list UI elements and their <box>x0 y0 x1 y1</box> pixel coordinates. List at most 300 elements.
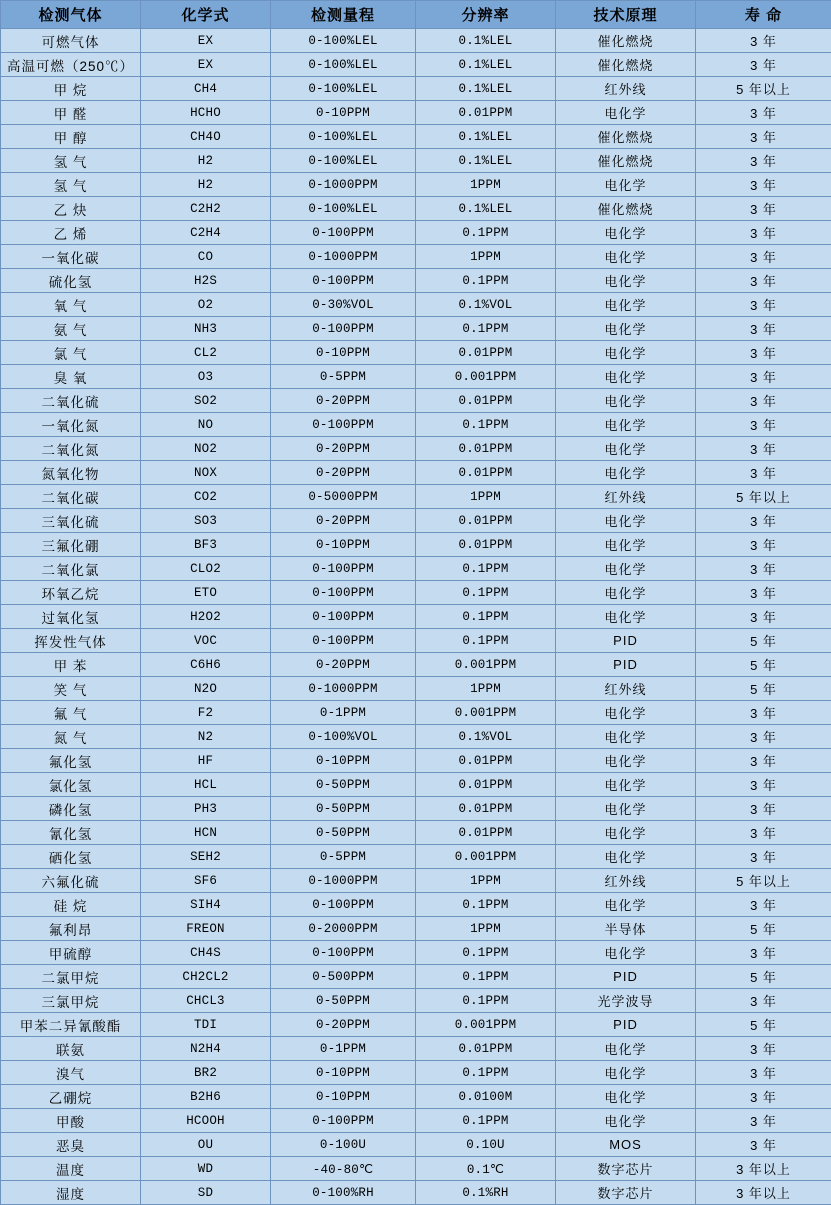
cell-resolution: 0.01PPM <box>416 101 556 125</box>
cell-lifespan: 3 年 <box>696 1109 831 1133</box>
cell-gas-name: 可燃气体 <box>1 29 141 53</box>
cell-chemical-formula: HCOOH <box>141 1109 271 1133</box>
cell-lifespan: 3 年 <box>696 437 831 461</box>
cell-technology: 电化学 <box>556 101 696 125</box>
cell-technology: 电化学 <box>556 461 696 485</box>
cell-chemical-formula: FREON <box>141 917 271 941</box>
cell-measuring-range: 0-100%LEL <box>271 29 416 53</box>
cell-measuring-range: 0-10PPM <box>271 341 416 365</box>
cell-chemical-formula: EX <box>141 53 271 77</box>
cell-gas-name: 二氧化碳 <box>1 485 141 509</box>
cell-gas-name: 乙硼烷 <box>1 1085 141 1109</box>
cell-lifespan: 3 年 <box>696 245 831 269</box>
cell-resolution: 0.1PPM <box>416 629 556 653</box>
cell-lifespan: 3 年 <box>696 173 831 197</box>
cell-gas-name: 一氧化氮 <box>1 413 141 437</box>
cell-technology: 催化燃烧 <box>556 197 696 221</box>
cell-chemical-formula: O2 <box>141 293 271 317</box>
cell-gas-name: 三氟化硼 <box>1 533 141 557</box>
cell-lifespan: 5 年以上 <box>696 869 831 893</box>
cell-resolution: 0.1PPM <box>416 1061 556 1085</box>
table-row <box>1 725 831 749</box>
cell-chemical-formula: HCL <box>141 773 271 797</box>
cell-measuring-range: 0-10PPM <box>271 749 416 773</box>
cell-lifespan: 3 年 <box>696 53 831 77</box>
cell-measuring-range: 0-100PPM <box>271 221 416 245</box>
cell-lifespan: 3 年 <box>696 749 831 773</box>
cell-technology: 电化学 <box>556 365 696 389</box>
cell-lifespan: 3 年 <box>696 557 831 581</box>
cell-lifespan: 5 年以上 <box>696 485 831 509</box>
cell-technology: 催化燃烧 <box>556 149 696 173</box>
cell-lifespan: 3 年 <box>696 1061 831 1085</box>
cell-measuring-range: 0-50PPM <box>271 773 416 797</box>
cell-measuring-range: 0-50PPM <box>271 797 416 821</box>
cell-lifespan: 3 年 <box>696 1085 831 1109</box>
cell-gas-name: 氟化氢 <box>1 749 141 773</box>
cell-lifespan: 3 年 <box>696 413 831 437</box>
cell-measuring-range: -40-80℃ <box>271 1157 416 1181</box>
cell-measuring-range: 0-20PPM <box>271 509 416 533</box>
cell-resolution: 1PPM <box>416 173 556 197</box>
table-row <box>1 605 831 629</box>
cell-gas-name: 氮 气 <box>1 725 141 749</box>
cell-resolution: 0.001PPM <box>416 1013 556 1037</box>
cell-technology: 电化学 <box>556 725 696 749</box>
cell-technology: 电化学 <box>556 173 696 197</box>
cell-resolution: 0.1%LEL <box>416 125 556 149</box>
cell-lifespan: 3 年 <box>696 701 831 725</box>
cell-lifespan: 3 年 <box>696 773 831 797</box>
cell-chemical-formula: SF6 <box>141 869 271 893</box>
cell-lifespan: 3 年 <box>696 149 831 173</box>
table-row <box>1 149 831 173</box>
cell-gas-name: 甲酸 <box>1 1109 141 1133</box>
table-row <box>1 533 831 557</box>
table-row <box>1 1061 831 1085</box>
cell-gas-name: 硫化氢 <box>1 269 141 293</box>
table-row <box>1 125 831 149</box>
table-row <box>1 749 831 773</box>
table-row <box>1 269 831 293</box>
cell-technology: 电化学 <box>556 437 696 461</box>
table-row <box>1 677 831 701</box>
cell-technology: 电化学 <box>556 341 696 365</box>
table-row <box>1 509 831 533</box>
cell-chemical-formula: N2O <box>141 677 271 701</box>
cell-lifespan: 3 年 <box>696 845 831 869</box>
cell-technology: 电化学 <box>556 581 696 605</box>
cell-technology: 电化学 <box>556 413 696 437</box>
cell-technology: 光学波导 <box>556 989 696 1013</box>
cell-technology: PID <box>556 965 696 989</box>
table-row <box>1 437 831 461</box>
cell-measuring-range: 0-100PPM <box>271 1109 416 1133</box>
cell-gas-name: 过氧化氢 <box>1 605 141 629</box>
cell-measuring-range: 0-10PPM <box>271 1061 416 1085</box>
table-row <box>1 941 831 965</box>
cell-resolution: 0.1PPM <box>416 989 556 1013</box>
cell-gas-name: 臭 氧 <box>1 365 141 389</box>
cell-lifespan: 3 年 <box>696 221 831 245</box>
cell-chemical-formula: NO <box>141 413 271 437</box>
cell-gas-name: 氰化氢 <box>1 821 141 845</box>
cell-technology: 电化学 <box>556 389 696 413</box>
table-row <box>1 1181 831 1205</box>
cell-gas-name: 乙 烯 <box>1 221 141 245</box>
table-row <box>1 293 831 317</box>
cell-measuring-range: 0-100%LEL <box>271 197 416 221</box>
cell-measuring-range: 0-100U <box>271 1133 416 1157</box>
cell-lifespan: 3 年 <box>696 605 831 629</box>
cell-measuring-range: 0-100PPM <box>271 581 416 605</box>
cell-resolution: 0.1PPM <box>416 581 556 605</box>
cell-technology: 电化学 <box>556 509 696 533</box>
cell-resolution: 0.001PPM <box>416 365 556 389</box>
cell-gas-name: 氮氧化物 <box>1 461 141 485</box>
table-row <box>1 1085 831 1109</box>
cell-chemical-formula: PH3 <box>141 797 271 821</box>
cell-technology: 数字芯片 <box>556 1181 696 1205</box>
cell-measuring-range: 0-100%LEL <box>271 125 416 149</box>
table-row <box>1 365 831 389</box>
cell-resolution: 0.1%LEL <box>416 29 556 53</box>
cell-chemical-formula: CHCL3 <box>141 989 271 1013</box>
cell-gas-name: 一氧化碳 <box>1 245 141 269</box>
cell-gas-name: 氢 气 <box>1 173 141 197</box>
cell-lifespan: 3 年 <box>696 797 831 821</box>
table-row <box>1 1157 831 1181</box>
cell-resolution: 0.01PPM <box>416 437 556 461</box>
cell-technology: 催化燃烧 <box>556 125 696 149</box>
cell-chemical-formula: CH2CL2 <box>141 965 271 989</box>
cell-measuring-range: 0-100PPM <box>271 317 416 341</box>
cell-resolution: 0.01PPM <box>416 1037 556 1061</box>
cell-gas-name: 氢 气 <box>1 149 141 173</box>
cell-lifespan: 5 年 <box>696 629 831 653</box>
cell-technology: 电化学 <box>556 749 696 773</box>
cell-technology: 电化学 <box>556 941 696 965</box>
table-row <box>1 221 831 245</box>
cell-resolution: 0.1PPM <box>416 557 556 581</box>
cell-lifespan: 3 年 <box>696 581 831 605</box>
cell-lifespan: 3 年 <box>696 941 831 965</box>
cell-gas-name: 乙 炔 <box>1 197 141 221</box>
table-row <box>1 629 831 653</box>
table-row <box>1 1133 831 1157</box>
cell-measuring-range: 0-10PPM <box>271 533 416 557</box>
table-row <box>1 341 831 365</box>
cell-chemical-formula: HCN <box>141 821 271 845</box>
cell-gas-name: 笑 气 <box>1 677 141 701</box>
cell-technology: 电化学 <box>556 893 696 917</box>
table-row <box>1 989 831 1013</box>
cell-chemical-formula: C2H4 <box>141 221 271 245</box>
cell-lifespan: 3 年 <box>696 989 831 1013</box>
cell-technology: MOS <box>556 1133 696 1157</box>
cell-chemical-formula: NOX <box>141 461 271 485</box>
cell-technology: 红外线 <box>556 677 696 701</box>
cell-measuring-range: 0-100PPM <box>271 605 416 629</box>
cell-technology: 电化学 <box>556 221 696 245</box>
cell-resolution: 0.1PPM <box>416 1109 556 1133</box>
cell-lifespan: 3 年 <box>696 269 831 293</box>
cell-lifespan: 3 年 <box>696 893 831 917</box>
cell-chemical-formula: VOC <box>141 629 271 653</box>
cell-chemical-formula: SD <box>141 1181 271 1205</box>
cell-lifespan: 3 年 <box>696 125 831 149</box>
cell-gas-name: 氟利昂 <box>1 917 141 941</box>
table-row <box>1 1013 831 1037</box>
header-row <box>1 1 831 29</box>
cell-measuring-range: 0-20PPM <box>271 389 416 413</box>
table-row <box>1 773 831 797</box>
cell-lifespan: 3 年 <box>696 29 831 53</box>
cell-lifespan: 3 年 <box>696 365 831 389</box>
table-row <box>1 173 831 197</box>
cell-resolution: 0.01PPM <box>416 821 556 845</box>
header-gas-name: 检测气体 <box>1 1 141 29</box>
table-row <box>1 389 831 413</box>
cell-chemical-formula: C2H2 <box>141 197 271 221</box>
table-row <box>1 557 831 581</box>
cell-measuring-range: 0-20PPM <box>271 653 416 677</box>
cell-gas-name: 环氧乙烷 <box>1 581 141 605</box>
cell-chemical-formula: N2H4 <box>141 1037 271 1061</box>
cell-gas-name: 甲 醛 <box>1 101 141 125</box>
cell-lifespan: 3 年以上 <box>696 1181 831 1205</box>
cell-gas-name: 温度 <box>1 1157 141 1181</box>
cell-lifespan: 5 年 <box>696 965 831 989</box>
cell-lifespan: 3 年 <box>696 1133 831 1157</box>
cell-resolution: 0.1%VOL <box>416 725 556 749</box>
cell-lifespan: 3 年 <box>696 461 831 485</box>
cell-chemical-formula: EX <box>141 29 271 53</box>
cell-chemical-formula: CLO2 <box>141 557 271 581</box>
cell-measuring-range: 0-500PPM <box>271 965 416 989</box>
cell-lifespan: 3 年 <box>696 293 831 317</box>
table-row <box>1 53 831 77</box>
cell-gas-name: 氯化氢 <box>1 773 141 797</box>
table-row <box>1 485 831 509</box>
cell-lifespan: 3 年 <box>696 509 831 533</box>
cell-measuring-range: 0-50PPM <box>271 989 416 1013</box>
table-row <box>1 245 831 269</box>
header-resolution: 分辨率 <box>416 1 556 29</box>
cell-chemical-formula: H2S <box>141 269 271 293</box>
cell-resolution: 0.01PPM <box>416 749 556 773</box>
cell-lifespan: 3 年 <box>696 341 831 365</box>
cell-resolution: 0.10U <box>416 1133 556 1157</box>
cell-resolution: 1PPM <box>416 869 556 893</box>
cell-gas-name: 联氨 <box>1 1037 141 1061</box>
cell-gas-name: 挥发性气体 <box>1 629 141 653</box>
cell-chemical-formula: ETO <box>141 581 271 605</box>
cell-measuring-range: 0-2000PPM <box>271 917 416 941</box>
cell-resolution: 1PPM <box>416 677 556 701</box>
cell-gas-name: 甲 烷 <box>1 77 141 101</box>
cell-chemical-formula: O3 <box>141 365 271 389</box>
cell-chemical-formula: TDI <box>141 1013 271 1037</box>
cell-chemical-formula: H2O2 <box>141 605 271 629</box>
cell-technology: 电化学 <box>556 317 696 341</box>
table-row <box>1 1037 831 1061</box>
cell-gas-name: 氧 气 <box>1 293 141 317</box>
cell-lifespan: 3 年 <box>696 533 831 557</box>
cell-chemical-formula: WD <box>141 1157 271 1181</box>
cell-lifespan: 5 年 <box>696 917 831 941</box>
cell-measuring-range: 0-20PPM <box>271 437 416 461</box>
cell-gas-name: 高温可燃（250℃） <box>1 53 141 77</box>
cell-gas-name: 磷化氢 <box>1 797 141 821</box>
cell-chemical-formula: HF <box>141 749 271 773</box>
cell-lifespan: 3 年 <box>696 821 831 845</box>
cell-technology: 电化学 <box>556 533 696 557</box>
cell-technology: 电化学 <box>556 821 696 845</box>
table-row <box>1 413 831 437</box>
cell-gas-name: 二氧化氯 <box>1 557 141 581</box>
cell-resolution: 0.01PPM <box>416 773 556 797</box>
cell-gas-name: 氟 气 <box>1 701 141 725</box>
cell-measuring-range: 0-20PPM <box>271 1013 416 1037</box>
cell-technology: 电化学 <box>556 293 696 317</box>
cell-measuring-range: 0-10PPM <box>271 1085 416 1109</box>
cell-lifespan: 5 年以上 <box>696 77 831 101</box>
cell-chemical-formula: H2 <box>141 173 271 197</box>
table-row <box>1 869 831 893</box>
cell-gas-name: 三氯甲烷 <box>1 989 141 1013</box>
cell-measuring-range: 0-100%LEL <box>271 149 416 173</box>
cell-technology: PID <box>556 653 696 677</box>
cell-lifespan: 5 年 <box>696 653 831 677</box>
cell-resolution: 0.1%LEL <box>416 53 556 77</box>
cell-chemical-formula: CH4O <box>141 125 271 149</box>
cell-gas-name: 六氟化硫 <box>1 869 141 893</box>
cell-gas-name: 二氯甲烷 <box>1 965 141 989</box>
cell-resolution: 0.1PPM <box>416 965 556 989</box>
cell-technology: 电化学 <box>556 557 696 581</box>
cell-gas-name: 硒化氢 <box>1 845 141 869</box>
cell-measuring-range: 0-100%RH <box>271 1181 416 1205</box>
cell-chemical-formula: HCHO <box>141 101 271 125</box>
cell-measuring-range: 0-100PPM <box>271 629 416 653</box>
cell-measuring-range: 0-1PPM <box>271 1037 416 1061</box>
cell-measuring-range: 0-1000PPM <box>271 677 416 701</box>
cell-measuring-range: 0-5PPM <box>271 365 416 389</box>
table-row <box>1 197 831 221</box>
cell-chemical-formula: BF3 <box>141 533 271 557</box>
cell-technology: 电化学 <box>556 245 696 269</box>
cell-resolution: 0.01PPM <box>416 341 556 365</box>
cell-chemical-formula: NH3 <box>141 317 271 341</box>
cell-measuring-range: 0-100%LEL <box>271 53 416 77</box>
table-row <box>1 581 831 605</box>
header-measuring-range: 检测量程 <box>271 1 416 29</box>
cell-chemical-formula: B2H6 <box>141 1085 271 1109</box>
cell-lifespan: 3 年 <box>696 1037 831 1061</box>
cell-resolution: 0.1PPM <box>416 941 556 965</box>
cell-gas-name: 二氧化氮 <box>1 437 141 461</box>
cell-technology: PID <box>556 1013 696 1037</box>
cell-lifespan: 3 年 <box>696 197 831 221</box>
cell-resolution: 0.1PPM <box>416 317 556 341</box>
cell-lifespan: 3 年 <box>696 101 831 125</box>
cell-resolution: 0.01PPM <box>416 797 556 821</box>
cell-technology: 电化学 <box>556 1037 696 1061</box>
cell-measuring-range: 0-5000PPM <box>271 485 416 509</box>
cell-technology: 数字芯片 <box>556 1157 696 1181</box>
cell-resolution: 0.1%RH <box>416 1181 556 1205</box>
cell-technology: 电化学 <box>556 269 696 293</box>
table-row <box>1 29 831 53</box>
cell-measuring-range: 0-100PPM <box>271 269 416 293</box>
table-row <box>1 797 831 821</box>
cell-chemical-formula: BR2 <box>141 1061 271 1085</box>
cell-resolution: 0.0100M <box>416 1085 556 1109</box>
cell-resolution: 0.1%LEL <box>416 77 556 101</box>
table-row <box>1 893 831 917</box>
table-header <box>1 1 831 29</box>
cell-technology: 电化学 <box>556 1085 696 1109</box>
cell-resolution: 0.1℃ <box>416 1157 556 1181</box>
cell-technology: 电化学 <box>556 845 696 869</box>
table-body <box>1 29 831 1205</box>
cell-resolution: 0.001PPM <box>416 845 556 869</box>
cell-resolution: 0.01PPM <box>416 389 556 413</box>
cell-chemical-formula: N2 <box>141 725 271 749</box>
header-lifespan: 寿 命 <box>696 1 831 29</box>
cell-measuring-range: 0-1PPM <box>271 701 416 725</box>
cell-technology: 电化学 <box>556 1109 696 1133</box>
cell-lifespan: 5 年 <box>696 1013 831 1037</box>
cell-resolution: 0.01PPM <box>416 509 556 533</box>
cell-resolution: 0.1%LEL <box>416 197 556 221</box>
cell-resolution: 0.1%VOL <box>416 293 556 317</box>
cell-measuring-range: 0-5PPM <box>271 845 416 869</box>
table-row <box>1 317 831 341</box>
cell-resolution: 0.01PPM <box>416 461 556 485</box>
cell-chemical-formula: CL2 <box>141 341 271 365</box>
cell-resolution: 1PPM <box>416 485 556 509</box>
cell-measuring-range: 0-20PPM <box>271 461 416 485</box>
cell-technology: 电化学 <box>556 773 696 797</box>
cell-chemical-formula: SO3 <box>141 509 271 533</box>
cell-resolution: 0.1PPM <box>416 221 556 245</box>
cell-measuring-range: 0-100PPM <box>271 413 416 437</box>
cell-gas-name: 甲苯二异氰酸酯 <box>1 1013 141 1037</box>
cell-gas-name: 甲硫醇 <box>1 941 141 965</box>
cell-gas-name: 硅 烷 <box>1 893 141 917</box>
cell-chemical-formula: OU <box>141 1133 271 1157</box>
cell-measuring-range: 0-100%LEL <box>271 77 416 101</box>
cell-gas-name: 恶臭 <box>1 1133 141 1157</box>
cell-technology: 红外线 <box>556 485 696 509</box>
cell-technology: 红外线 <box>556 869 696 893</box>
table-row <box>1 77 831 101</box>
cell-measuring-range: 0-30%VOL <box>271 293 416 317</box>
cell-technology: 催化燃烧 <box>556 53 696 77</box>
header-chemical-formula: 化学式 <box>141 1 271 29</box>
cell-measuring-range: 0-100PPM <box>271 557 416 581</box>
cell-measuring-range: 0-100PPM <box>271 941 416 965</box>
cell-lifespan: 3 年以上 <box>696 1157 831 1181</box>
cell-technology: 电化学 <box>556 797 696 821</box>
cell-resolution: 0.001PPM <box>416 653 556 677</box>
cell-resolution: 1PPM <box>416 245 556 269</box>
cell-gas-name: 甲 醇 <box>1 125 141 149</box>
cell-measuring-range: 0-100PPM <box>271 893 416 917</box>
cell-measuring-range: 0-50PPM <box>271 821 416 845</box>
